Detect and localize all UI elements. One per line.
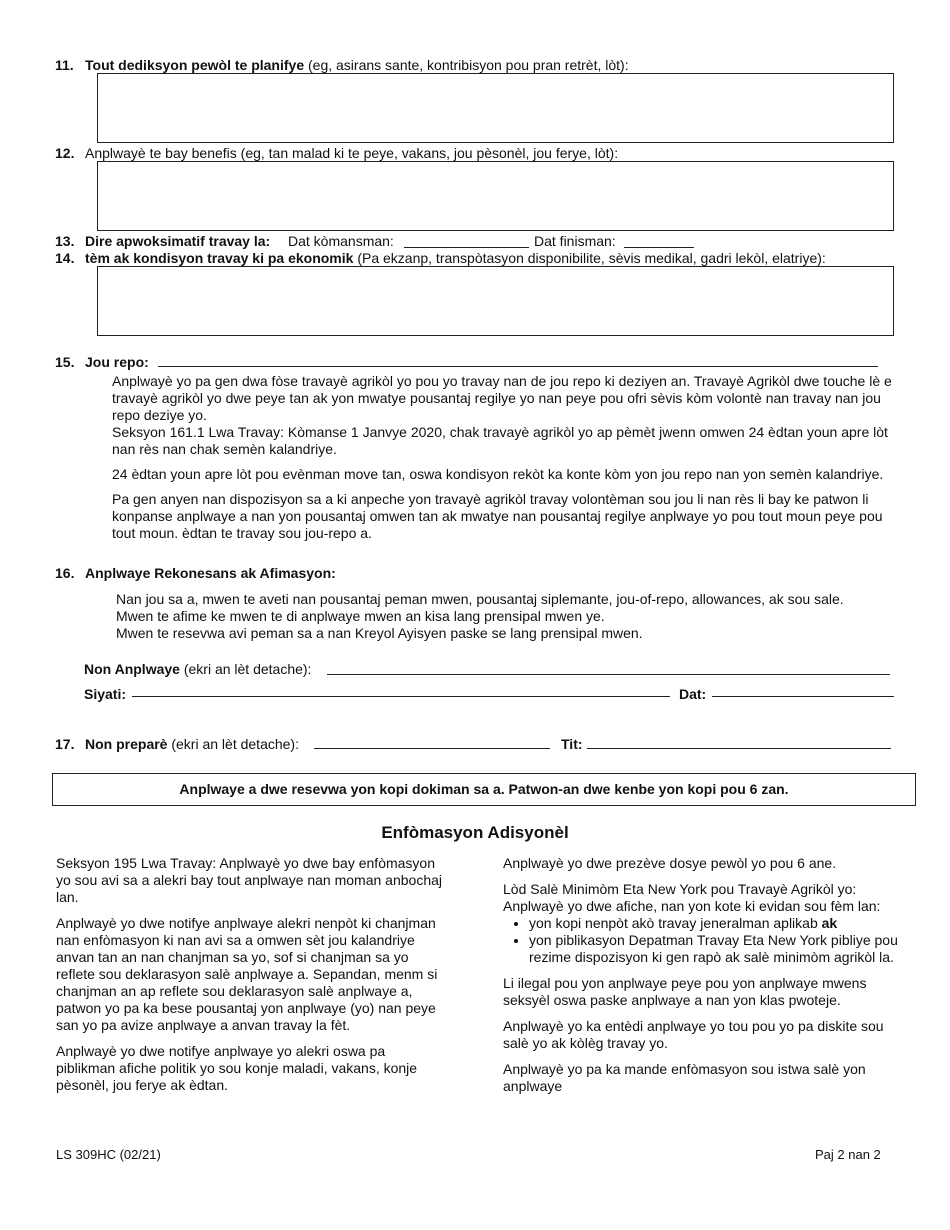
q15-paragraph-1: Anplwayè yo pa gen dwa fòse travayè agrikòl yo pou yo travay nan de jou repo ki deziyen an. Travayè Agrikòl dwe touche lè e travayè agrikòl yo dwe peye tan ak yon mwatye pousantaj regilye yo nan peye pou ofri sèvis kòm volontè nan travay nan jou repo deziye yo. [112,373,892,423]
q15-paragraph-2: Seksyon 161.1 Lwa Travay: Kòmanse 1 Janvye 2020, chak travayè agrikòl yo ap pèmèt jwenn omwen 24 èdtan youn apre lòt nan rès nan chak semèn kalandriye. [112,424,888,457]
q15-body [112,373,892,550]
right-bullet-1-text: yon kopi nenpòt akò travay jeneralman aplikab [529,915,818,931]
date-label: Dat: [679,686,707,702]
q11-input-box[interactable] [97,73,894,143]
q15-paragraph-3: 24 èdtan youn apre lòt pou evènman move tan, oswa kondisyon rekòt ka konte kòm yon jou repo nan yon semèn kalandriye. [112,466,884,482]
q13-label-bold: Dire apwoksimatif travay la: [85,233,271,249]
q13-start-field[interactable] [404,247,529,248]
q14-number: 14. [55,250,75,266]
q13-end-label: Dat finisman: [534,233,616,249]
date-field[interactable] [712,696,894,697]
q15-paragraph-4: Pa gen anyen nan dispozisyon sa a ki anpeche yon travayè agrikòl travay volontèman sou jou li nan rès li bay ke patwon li konpanse anplwaye a nan yon pousantaj omwen tan ak mwatye nan pousantaj regilye anplwaye yo pou tout moun peye pou tout moun. èdtan te travay sou jou-repo a. [112,491,883,541]
copy-notice-box: Anplwaye a dwe resevwa yon kopi dokiman sa a. Patwon-an dwe kenbe yon kopi pou 6 zan. [52,773,916,806]
q16-number: 16. [55,565,75,581]
q17-number: 17. [55,736,75,752]
employee-name-label-rest: (ekri an lèt detache): [179,661,312,677]
preparer-title-field[interactable] [587,748,891,749]
q12-input-box[interactable] [97,161,894,231]
left-paragraph-1: Seksyon 195 Lwa Travay: Anplwayè yo dwe bay enfòmasyon yo sou avi sa a alekri bay tout anplwaye nan moman anbochaj lan. [56,855,443,905]
form-id: LS 309HC (02/21) [56,1147,161,1162]
q15-label: Jou repo: [85,354,149,370]
right-bullet-2: • yon piblikasyon Depatman Travay Eta New York pibliye pou rezime dispozisyon ki gen rapò ak salè minimòm agrikòl la. [529,932,911,966]
q14-label-bold: tèm ak kondisyon travay ki pa ekonomik [85,250,354,266]
q17-label-rest: (ekri an lèt detache): [167,736,299,752]
right-paragraph-3: Li ilegal pou yon anplwaye peye pou yon anplwaye mwens seksyèl oswa paske anplwaye a nan yon klas pwoteje. [503,975,867,1008]
q13-end-field[interactable] [624,247,694,248]
q13-start-label: Dat kòmansman: [288,233,394,249]
right-paragraph-2: Lòd Salè Minimòm Eta New York pou Travayè Agrikòl yo: Anplwayè yo dwe afiche, nan yon kote ki evidan sou fèm lan: [503,881,881,914]
employee-name-label [84,661,311,678]
right-paragraph-1: Anplwayè yo dwe prezève dosye pewòl yo pou 6 ane. [503,855,837,871]
right-paragraph-4: Anplwayè yo ka entèdi anplwaye yo tou pou yo pa diskite sou salè yo ak kòlèg travay yo. [503,1018,884,1051]
additional-info-right-column [503,855,911,1104]
q11-label-rest: (eg, asirans sante, kontribisyon pou pran retrèt, lòt): [304,57,629,73]
q16-statement-3: Mwen te resevwa avi peman sa a nan Kreyol Ayisyen paske se lang prensipal mwen. [116,625,643,641]
q11-label-bold: Tout dediksyon pewòl te planifye [85,57,305,73]
q16-label: Anplwaye Rekonesans ak Afimasyon: [85,565,336,581]
signature-field[interactable] [132,696,670,697]
q16-statement-2: Mwen te afime ke mwen te di anplwaye mwen an kisa lang prensipal mwen ye. [116,608,605,624]
employee-name-label-bold: Non Anplwaye [84,661,180,677]
right-paragraph-5: Anplwayè yo pa ka mande enfòmasyon sou istwa salè yon anplwaye [503,1061,866,1094]
employee-name-field[interactable] [327,674,890,675]
q12-label: Anplwayè te bay benefis (eg, tan malad ki te peye, vakans, jou pèsonèl, jou ferye, lòt): [85,145,619,161]
page-number: Paj 2 nan 2 [815,1147,881,1162]
additional-info-title: Enfòmasyon Adisyonèl [381,823,569,842]
q15-number: 15. [55,354,75,370]
q13-number: 13. [55,233,75,249]
q14-label [85,250,826,267]
q14-label-rest: (Pa ekzanp, transpòtasyon disponibilite, sèvis medikal, gadri lekòl, elatriye): [353,250,826,266]
signature-label: Siyati: [84,686,127,702]
q11-number: 11. [55,57,74,73]
q15-field[interactable] [158,366,878,367]
left-paragraph-3: Anplwayè yo dwe notifye anplwaye yo alekri oswa pa piblikman afiche politik yo sou konje maladi, vakans, konje pèsonèl, jou ferye ak èdtan. [56,1043,418,1093]
q17-label-bold: Non preparè [85,736,168,752]
q11-label [85,57,629,74]
q17-label [85,736,299,753]
right-bullet-1 [529,915,911,932]
additional-info-left-column [56,855,448,1103]
q12-number: 12. [55,145,75,161]
preparer-name-field[interactable] [314,748,550,749]
q16-statements [116,591,906,642]
left-paragraph-2: Anplwayè yo dwe notifye anplwaye alekri nenpòt ki chanjman nan enfòmasyon ki nan avi sa a omwen sèt jou kalandriye anvan tan an nan chanjman sa yo, sof si chanjman sa yo reflete sou deklarasyon salè anplwaye a. Sepandan, menm si chanjman an ap reflete sou deklarasyon salè anplwaye a, patwon yo pa ka bese pousantaj yon anplwaye (yo) nan peye san yo pa avize anplwaye a anvan travay la fèt. [56,915,438,1033]
right-bullet-1-bold: ak [821,915,838,931]
preparer-title-label: Tit: [561,736,583,752]
right-bullet-list [503,915,911,966]
q13-label [85,233,270,250]
q16-statement-1: Nan jou sa a, mwen te aveti nan pousantaj peman mwen, pousantaj siplemante, jou-of-repo, allowances, ak sou sale. [116,591,844,607]
q14-input-box[interactable] [97,266,894,336]
